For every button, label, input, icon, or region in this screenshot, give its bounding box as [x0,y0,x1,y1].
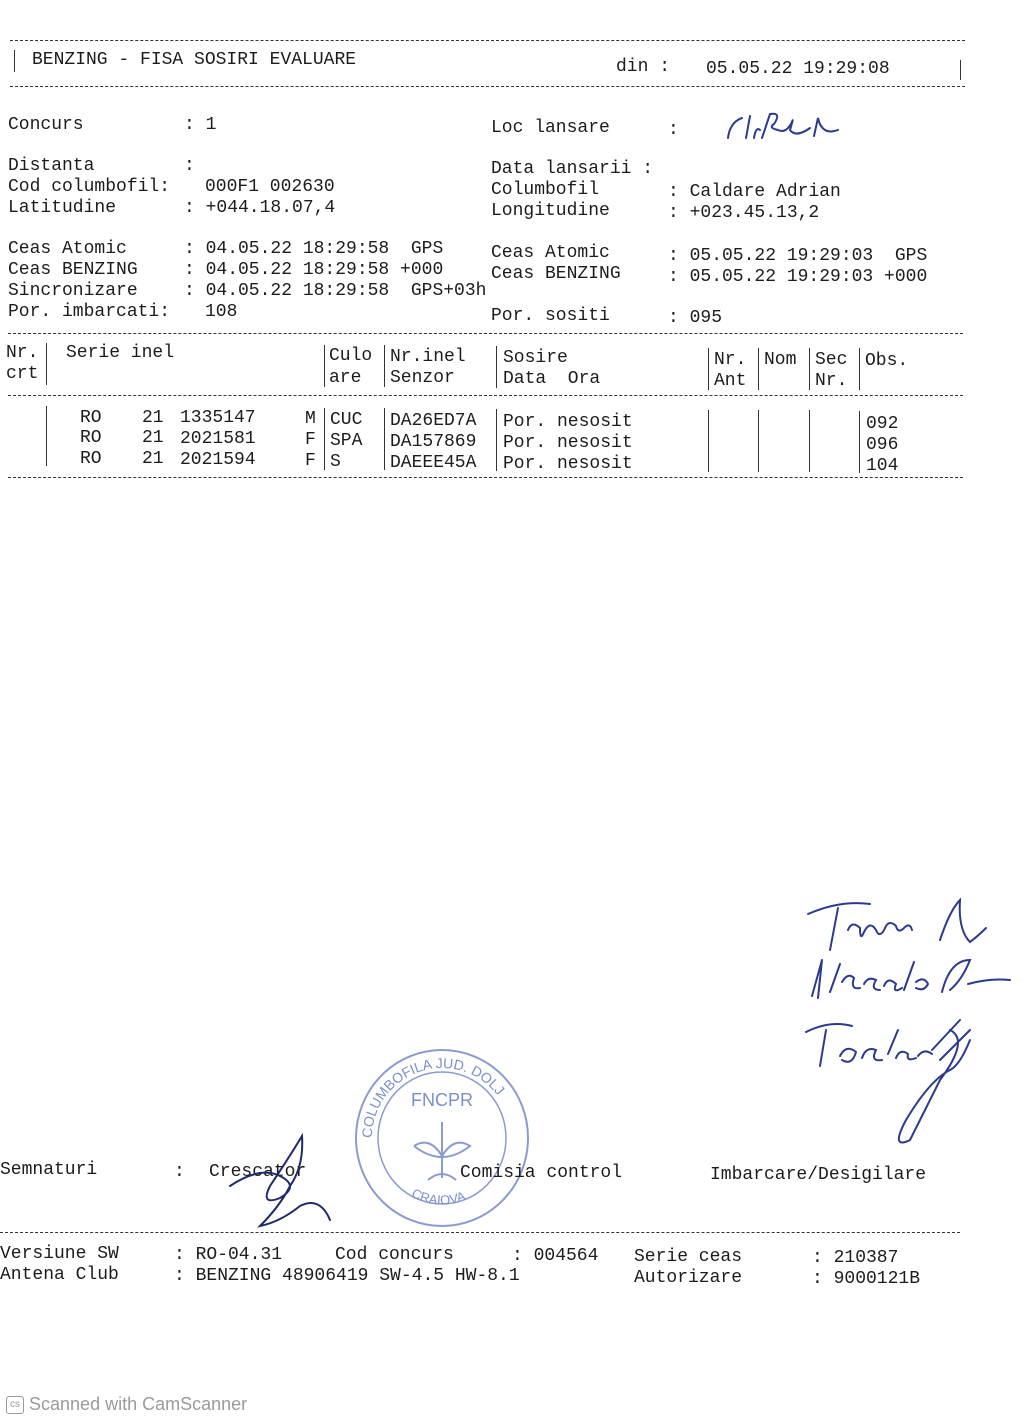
col-divider-1 [46,343,47,385]
por-sositi-value: : 095 [668,308,723,328]
ceas-benzing-value-right: : 05.05.22 19:29:03 +000 [668,267,928,287]
row-ring-number: 1335147 [180,408,256,428]
col-header-are: are [329,368,362,388]
ceas-benzing-label-right: Ceas BENZING [491,264,621,284]
col-divider-4 [496,346,497,388]
body-divider-6 [758,410,759,472]
footer-rule [0,1232,960,1233]
col-header-sec: Sec [815,350,848,370]
por-imbarcati-value: 108 [205,302,238,322]
ceas-atomic-label-left: Ceas Atomic [8,239,127,259]
distanta-label: Distanta [8,156,95,176]
col-header-senzor: Senzor [390,368,455,388]
row-year: 21 [142,449,164,469]
antena-club-value: : BENZING 48906419 SW-4.5 HW-8.1 [174,1266,520,1286]
ceas-atomic-value-left: : 04.05.22 18:29:58 GPS [184,239,444,259]
row-sex: M [305,409,316,429]
loc-lansare-label: Loc lansare [491,118,610,138]
concurs-label: Concurs [8,115,84,135]
imbarcare-desigilare-label: Imbarcare/Desigilare [710,1165,927,1185]
comisia-control-label: Comisia control [460,1163,623,1183]
header-din-label: din : [616,57,671,77]
cod-columbofil-label: Cod columbofil: [8,177,171,197]
autorizare-value: : 9000121B [812,1269,921,1289]
col-divider-2 [324,345,325,387]
row-country: RO [80,428,102,448]
por-imbarcati-label: Por. imbarcati: [8,302,171,322]
col-header-culo: Culo [329,346,373,366]
col-header-crt: crt [6,364,39,384]
col-divider-8 [859,348,860,390]
row-year: 21 [142,408,164,428]
body-divider-3 [384,408,385,470]
cod-columbofil-value: 000F1 002630 [205,177,335,197]
latitudine-value: : +044.18.07,4 [184,198,336,218]
ceas-benzing-value-left: : 04.05.22 18:29:58 +000 [184,260,444,280]
row-ring-number: 2021581 [180,429,256,449]
col-header-ant: Ant [714,371,747,391]
loc-lansare-sep: : [668,120,679,140]
longitudine-label: Longitudine [491,201,610,221]
table-top-rule [8,333,963,334]
body-divider-2 [324,408,325,470]
antena-club-label: Antena Club [0,1265,119,1285]
header-bottom-rule [10,86,965,87]
autorizare-label: Autorizare [634,1268,743,1288]
row-ring-number: 2021594 [180,450,256,470]
semnaturi-sep: : [174,1162,185,1182]
body-divider-8 [859,411,860,473]
row-color: SPA [330,431,363,451]
body-divider-7 [809,410,810,472]
col-divider-3 [384,345,385,387]
row-sensor: DA26ED7A [390,411,477,431]
sincronizare-value: : 04.05.22 18:29:58 GPS+03h [184,281,487,301]
longitudine-value: : +023.45.13,2 [668,203,820,223]
row-sensor: DAEEE45A [390,453,477,473]
data-lansarii-label: Data lansarii : [491,159,654,179]
sincronizare-label: Sincronizare [8,281,138,301]
versiune-sw-value: : RO-04.31 [174,1245,283,1265]
header-right-bar [960,60,961,80]
crescator-label: Crescator [209,1162,307,1182]
col-header-nom: Nom [764,350,797,370]
svg-text:CRAIOVA [409,1185,467,1207]
concurs-value: : 1 [184,115,217,135]
handwritten-note [800,880,1020,1150]
columbofil-label: Columbofil [491,180,600,200]
table-header-rule [8,395,963,396]
stamp-center-text: FNCPR [411,1090,473,1110]
fncpr-stamp [342,1038,542,1238]
col-divider-6 [758,348,759,390]
row-sex: F [305,430,316,450]
cod-concurs-label: Cod concurs [335,1245,454,1265]
col-header-serie-inel: Serie inel [66,343,175,363]
row-color: S [330,452,341,472]
camscanner-text: Scanned with CamScanner [29,1394,248,1414]
col-divider-7 [809,348,810,390]
row-status: Por. nesosit [503,433,633,453]
document-title: BENZING - FISA SOSIRI EVALUARE [32,50,357,70]
stamp-bottom-text: CRAIOVA [409,1185,468,1208]
crescator-signature [220,1126,360,1236]
ceas-atomic-label-right: Ceas Atomic [491,243,610,263]
handwritten-loc-lansare [720,108,850,148]
body-divider-4 [496,409,497,471]
serie-ceas-value: : 210387 [812,1248,899,1268]
ceas-atomic-value-right: : 05.05.22 19:29:03 GPS [668,246,928,266]
versiune-sw-label: Versiune SW [0,1244,119,1264]
row-sensor: DA157869 [390,432,477,452]
table-bottom-rule [8,477,963,478]
columbofil-value: : Caldare Adrian [668,182,841,202]
ceas-benzing-label-left: Ceas BENZING [8,260,138,280]
stamp-top-text: COLUMBOFILA JUD. DOLJ [358,1054,508,1139]
row-sex: F [305,451,316,471]
camscanner-icon: cs [6,1396,24,1414]
col-divider-5 [708,348,709,390]
body-divider-1 [46,406,47,466]
por-sositi-label: Por. sositi [491,306,610,326]
row-status: Por. nesosit [503,412,633,432]
col-header-nr: Nr. [6,343,39,363]
camscanner-watermark [6,1394,247,1415]
col-header-sec-nr: Nr. [815,371,848,391]
row-color: CUC [330,410,363,430]
header-top-rule [10,40,965,41]
header-left-bar [14,50,15,72]
row-obs: 096 [866,435,899,455]
col-header-data-ora: Data Ora [503,369,601,389]
col-header-nr-ant: Nr. [714,350,747,370]
latitudine-label: Latitudine [8,198,117,218]
row-status: Por. nesosit [503,454,633,474]
row-country: RO [80,408,102,428]
col-header-nr-inel: Nr.inel [390,347,466,367]
body-divider-5 [708,410,709,472]
col-header-obs: Obs. [865,351,909,371]
row-country: RO [80,449,102,469]
row-obs: 092 [866,414,899,434]
row-obs: 104 [866,456,899,476]
header-timestamp: 05.05.22 19:29:08 [706,59,890,79]
serie-ceas-label: Serie ceas [634,1247,743,1267]
row-year: 21 [142,428,164,448]
cod-concurs-value: : 004564 [512,1246,599,1266]
semnaturi-label: Semnaturi [0,1160,98,1180]
distanta-sep: : [184,156,195,176]
col-header-sosire: Sosire [503,348,568,368]
